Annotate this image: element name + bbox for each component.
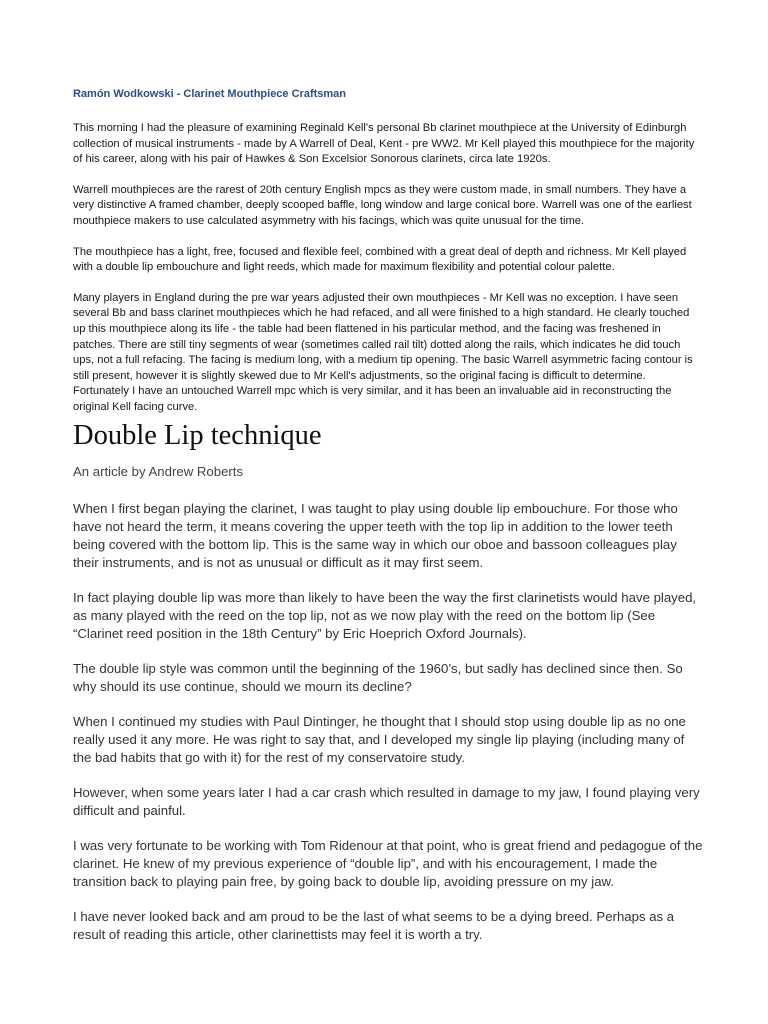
document-page (73, 0, 703, 961)
article-paragraph-1: When I first began playing the clarinet, I was taught to play using double lip embouchure. For those who have not heard the term, it means covering the upper teeth with the top lip in addition to the lower teeth being covered with the bottom lip. This is the same way in which our oboe and bassoon colleagues play their instruments, and is not as unusual or difficult as it may first seem. (73, 500, 678, 570)
craftsman-paragraph-2: Warrell mouthpieces are the rarest of 20th century English mpcs as they were custom made, in small numbers. They have a very distinctive A framed chamber, deeply scooped baffle, long window and large conical bore. Warrell was one of the earliest mouthpiece makers to use calculated asymmetry with his facings, which was quite unusual for the time. (73, 183, 692, 227)
article-paragraph-6: I was very fortunate to be working with Tom Ridenour at that point, who is great friend and pedagogue of the clarinet. He knew of my previous experience of “double lip”, and with his encouragement, I made the transition back to playing pain free, by going back to double lip, avoiding pressure on my jaw. (73, 837, 703, 889)
article-paragraph-7: I have never looked back and am proud to be the last of what seems to be a dying breed. Perhaps as a result of reading this article, other clarinettists may feel it is worth a try. (73, 908, 675, 942)
craftsman-paragraph-1: This morning I had the pleasure of examining Reginald Kell's personal Bb clarinet mouthpiece at the University of Edinburgh collection of musical instruments - made by A Warrell of Deal, Kent - pre WW2. Mr Kell played this mouthpiece for the majority of his career, along with his pair of Hawkes & Son Excelsior Sonorous clarinets, circa late 1920s. (73, 122, 695, 166)
craftsman-paragraph-4: Many players in England during the pre war years adjusted their own mouthpieces - Mr Kell was no exception. I have seen several Bb and bass clarinet mouthpieces which he had refaced, and all were finished to a high standard. He clearly touched up this mouthpiece along its life - the table had been flattened in his particular method, and the facing was freshened in patches. There are still tiny segments of wear (sometimes called rail tilt) dotted along the rails, which indicates he did touch ups, not a full refacing. The facing is medium long, with a medium tip opening. The basic Warrell asymmetric facing contour is still present, however it is slightly skewed due to Mr Kell's adjustments, so the original facing is difficult to determine. Fortunately I have an untouched Warrell mpc which is very similar, and it has been an invaluable aid in reconstructing the original Kell facing curve. (73, 291, 693, 413)
article-byline: An article by Andrew Roberts (73, 463, 244, 479)
craftsman-paragraph-3: The mouthpiece has a light, free, focused and flexible feel, combined with a great deal of depth and richness. Mr Kell played with a double lip embouchure and light reeds, which made for maximum flexibility and potential colour palette. (73, 245, 687, 274)
article-paragraph-5: However, when some years later I had a car crash which resulted in damage to my jaw, I found playing very difficult and painful. (73, 784, 700, 818)
article-paragraph-4: When I continued my studies with Paul Dintinger, he thought that I should stop using double lip as no one really used it any more. He was right to say that, and I developed my single lip playing (including many of the bad habits that go with it) for the rest of my conservatoire study. (73, 713, 686, 765)
craftsman-section (73, 0, 703, 416)
article-paragraph-3: The double lip style was common until the beginning of the 1960’s, but sadly has declined since then. So why should its use continue, should we mourn its decline? (73, 660, 683, 694)
article-paragraph-2: In fact playing double lip was more than likely to have been the way the first clarinetists would have played, as many played with the reed on the top lip, not as we now play with the reed on the bottom lip (See “Clarinet reed position in the 18th Century” by Eric Hoeprich Oxford Journals). (73, 589, 697, 641)
craftsman-heading: Ramón Wodkowski - Clarinet Mouthpiece Craftsman (73, 88, 347, 100)
article-title: Double Lip technique (73, 419, 322, 451)
double-lip-section (73, 419, 703, 944)
